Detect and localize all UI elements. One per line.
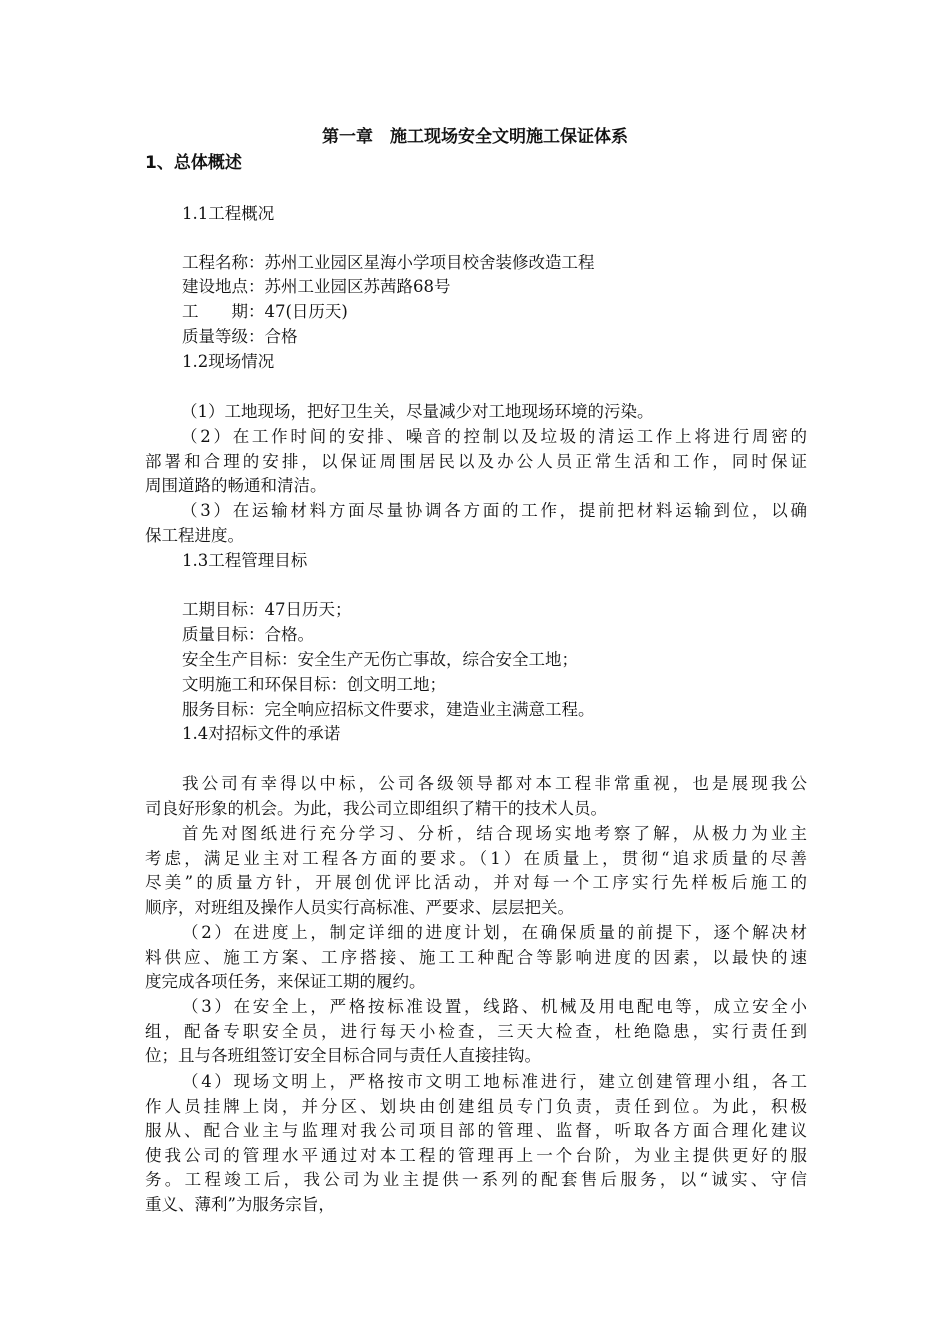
paragraph-line: 组，配备专职安全员，进行每天小检查，三天大检查，杜绝隐患，实行责任到	[145, 1021, 811, 1041]
promise-paragraph-1	[145, 772, 811, 821]
project-period: 工 期：47(日历天)	[182, 302, 348, 321]
goal-quality: 质量目标：合格。	[182, 625, 314, 644]
paragraph-line: 度完成各项任务，来保证工期的履约。	[145, 972, 426, 991]
paragraph-line: 料供应、施工方案、工序搭接、施工工种配合等影响进度的因素，以最快的速	[145, 947, 811, 967]
subsection-heading-1-1: 1.1工程概况	[182, 204, 275, 223]
site-paragraph-1	[145, 400, 807, 425]
paragraph-line: 作人员挂牌上岗，并分区、划块由创建组员专门负责，责任到位。为此，积极	[145, 1096, 811, 1116]
paragraph-line: 重义、薄利”为服务宗旨，	[145, 1194, 335, 1214]
subsection-heading-1-2: 1.2现场情况	[182, 352, 275, 371]
paragraph-line: 服从、配合业主与监理对我公司项目部的管理、监督，听取各方面合理化建议	[145, 1121, 811, 1140]
subsection-heading-1-4: 1.4对招标文件的承诺	[182, 724, 341, 743]
paragraph-line: 首先对图纸进行充分学习、分析，结合现场实地考察了解，从极力为业主	[182, 824, 811, 843]
paragraph-line: 位；且与各班组签订安全目标合同与责任人直接挂钩。	[145, 1046, 541, 1065]
promise-paragraph-4	[145, 995, 811, 1069]
chapter-title: 第一章 施工现场安全文明施工保证体系	[322, 127, 628, 147]
site-paragraph-3	[145, 499, 810, 548]
goal-civilized: 文明施工和环保目标：创文明工地；	[182, 675, 446, 694]
paragraph-line: 顺序，对班组及操作人员实行高标准、严要求、层层把关。	[145, 897, 574, 917]
paragraph-line: （2）在工作时间的安排、噪音的控制以及垃圾的清运工作上将进行周密的	[181, 427, 810, 446]
paragraph-line: 使我公司的管理水平通过对本工程的管理再上一个台阶，为业主提供更好的服	[145, 1145, 811, 1165]
paragraph-line: （4）现场文明上，严格按市文明工地标准进行，建立创建管理小组，各工	[182, 1072, 810, 1091]
promise-paragraph-5	[145, 1070, 811, 1217]
paragraph-line: 司良好形象的机会。为此，我公司立即组织了精干的技术人员。	[145, 798, 607, 818]
site-paragraph-2	[145, 425, 811, 499]
goal-period: 工期目标：47日历天；	[182, 600, 352, 619]
paragraph-line: 务。工程竣工后，我公司为业主提供一系列的配套售后服务，以“诚实、守信	[145, 1170, 811, 1189]
paragraph-line: 部署和合理的安排，以保证周围居民以及办公人员正常生活和工作，同时保证	[145, 451, 811, 471]
goal-service: 服务目标：完全响应招标文件要求，建造业主满意工程。	[182, 700, 595, 719]
paragraph-line: （2）在进度上，制定详细的进度计划，在确保质量的前提下，逐个解决材	[182, 923, 810, 942]
subsection-heading-1-3: 1.3工程管理目标	[182, 551, 308, 570]
paragraph-line: 考虑，满足业主对工程各方面的要求。（1）在质量上，贯彻“追求质量的尽善	[145, 848, 811, 868]
section-heading: 1、总体概述	[145, 153, 242, 173]
project-location: 建设地点：苏州工业园区苏茜路68号	[182, 277, 451, 296]
promise-paragraph-3	[145, 921, 811, 995]
goal-safety: 安全生产目标：安全生产无伤亡事故，综合安全工地；	[182, 650, 578, 669]
paragraph-line: 保工程进度。	[145, 525, 244, 545]
paragraph-line: 尽美”的质量方针，开展创优评比活动，并对每一个工序实行先样板后施工的	[145, 873, 811, 892]
promise-paragraph-2	[145, 822, 811, 920]
paragraph-line: （3）在安全上，严格按标准设置，线路、机械及用电配电等，成立安全小	[182, 997, 810, 1016]
paragraph-line: （3）在运输材料方面尽量协调各方面的工作，提前把材料运输到位，以确	[181, 501, 810, 520]
project-quality: 质量等级：合格	[182, 327, 298, 346]
paragraph-line: 周围道路的畅通和清洁。	[145, 476, 327, 495]
paragraph-line: 我公司有幸得以中标，公司各级领导都对本工程非常重视，也是展现我公	[182, 774, 811, 793]
project-name: 工程名称：苏州工业园区星海小学项目校舍装修改造工程	[182, 253, 595, 272]
paragraph-line: （1）工地现场，把好卫生关，尽量减少对工地现场环境的污染。	[181, 402, 654, 421]
